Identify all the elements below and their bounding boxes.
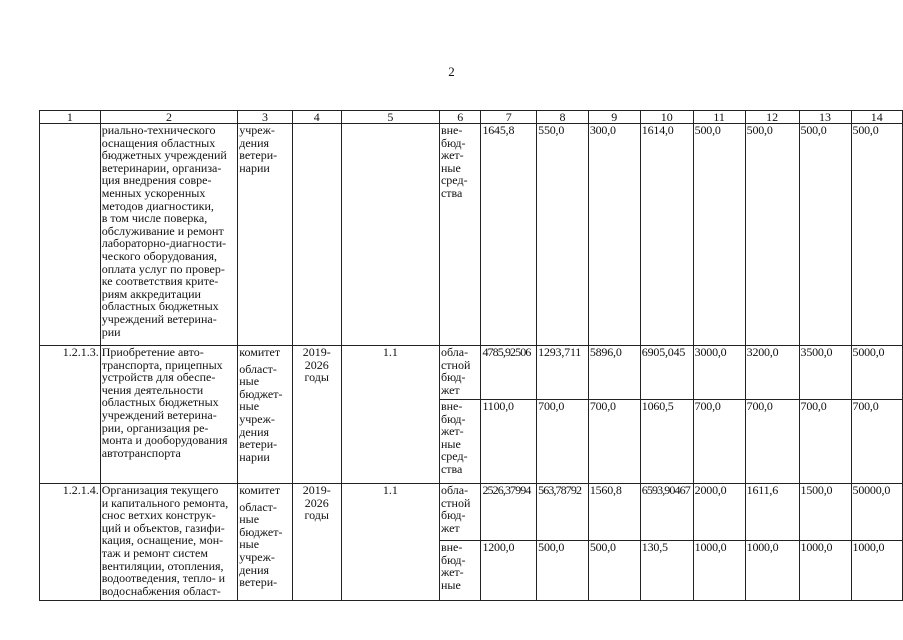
header-cell: 4: [292, 111, 341, 124]
cell-text-line: сред-: [440, 449, 468, 464]
item-number-cell: [40, 124, 101, 346]
period-cell: [292, 484, 341, 601]
value-cell: 1611,6: [745, 484, 799, 541]
cell-text-line: областных бюджетных: [101, 395, 219, 410]
item-number-cell: 1.2.1.3.: [40, 346, 101, 484]
cell-text-line: устройств для обеспе-: [101, 370, 216, 385]
cell-text-line: дения: [239, 562, 270, 577]
value-cell: 3500,0: [799, 346, 851, 400]
header-cell: 9: [588, 111, 640, 124]
value-cell: 700,0: [693, 400, 745, 484]
value-cell: 563,78792: [537, 484, 589, 541]
header-cell: 1: [40, 111, 101, 124]
value-cell: 700,0: [851, 400, 902, 484]
cell-text-line: лабораторно-диагности-: [101, 236, 227, 251]
cell-text-line: бюджетных учреждений: [101, 148, 227, 163]
cell-text-line: кация, оснащение, мон-: [101, 533, 224, 548]
value-cell: 300,0: [588, 124, 640, 346]
measure-description-cell: [100, 346, 238, 484]
cell-text-line: дения: [239, 424, 270, 439]
cell-text-line: вне-: [440, 123, 463, 137]
executor-cell: [238, 484, 293, 601]
cell-text-line: чения деятельности: [101, 382, 204, 397]
header-cell: 5: [341, 111, 439, 124]
cell-text-line: в том числе поверка,: [101, 211, 208, 226]
cell-text-line: бюд-: [440, 411, 466, 426]
cell-text-line: областных бюджетных: [101, 299, 219, 314]
value-cell: 1614,0: [640, 124, 693, 346]
header-cell: 10: [640, 111, 693, 124]
indicator-cell: [341, 124, 439, 346]
value-cell: 1645,8: [481, 124, 537, 346]
cell-text-line: оплата услуг по провер-: [101, 261, 225, 276]
header-cell: 14: [851, 111, 902, 124]
cell-text-line: ные: [239, 512, 260, 527]
cell-text-line: нарии: [239, 160, 270, 175]
value-cell: 6593,90467: [640, 484, 693, 541]
cell-text-line: учреждений ветерина-: [101, 311, 217, 326]
value-cell: 1000,0: [851, 541, 902, 601]
cell-text-line: 2026: [304, 357, 329, 372]
value-cell: 1000,0: [745, 541, 799, 601]
funding-source-cell: [439, 541, 480, 601]
cell-text-line: жет-: [440, 565, 464, 580]
value-cell: 4785,92506: [481, 346, 537, 400]
cell-text-line: ческого оборудования,: [101, 248, 218, 263]
value-cell: 550,0: [537, 124, 589, 346]
cell-text-line: бюджет-: [239, 524, 283, 539]
header-cell: 12: [745, 111, 799, 124]
cell-text-line: риям аккредитации: [101, 286, 201, 301]
measure-description-cell: [100, 124, 238, 346]
value-cell: 130,5: [640, 541, 693, 601]
value-cell: 500,0: [799, 124, 851, 346]
value-cell: 700,0: [588, 400, 640, 484]
cell-text-line: снос ветхих конструк-: [101, 508, 216, 523]
measure-description-cell: [100, 484, 238, 601]
cell-text-line: и капитального ремонта,: [101, 495, 229, 510]
cell-text-line: водоснабжения област-: [101, 583, 221, 598]
cell-text-line: обла-: [440, 345, 469, 359]
executor-cell: [238, 124, 293, 346]
cell-text-line: сред-: [440, 173, 468, 188]
cell-text-line: комитет: [239, 345, 281, 359]
cell-text-line: учреж-: [239, 549, 275, 564]
value-cell: 1200,0: [481, 541, 537, 601]
table-row: [40, 124, 903, 346]
header-cell: 6: [439, 111, 480, 124]
cell-text-line: транспорта, прицепных: [101, 357, 223, 372]
cell-text-line: методов диагностики,: [101, 198, 214, 213]
indicator-cell: 1.1: [341, 484, 439, 601]
value-cell: 1560,8: [588, 484, 640, 541]
period-cell: [292, 346, 341, 484]
value-cell: 700,0: [745, 400, 799, 484]
cell-text-line: ные: [239, 374, 260, 389]
cell-text-line: област-: [239, 499, 277, 514]
header-cell: 2: [100, 111, 238, 124]
cell-text-line: ке соответствия крите-: [101, 274, 219, 289]
value-cell: 5000,0: [851, 346, 902, 400]
indicator-cell: 1.1: [341, 346, 439, 484]
cell-text-line: учреж-: [239, 411, 275, 426]
cell-text-line: менных ускоренных: [101, 185, 206, 200]
cell-text-line: ства: [440, 461, 463, 476]
value-cell: 5896,0: [588, 346, 640, 400]
cell-text-line: ветери-: [239, 148, 278, 163]
cell-text-line: ные: [440, 160, 461, 175]
value-cell: 500,0: [693, 124, 745, 346]
table-row: [40, 346, 903, 400]
cell-text-line: бюд-: [440, 508, 466, 523]
cell-text-line: годы: [304, 370, 329, 385]
cell-text-line: жет-: [440, 148, 464, 163]
cell-text-line: 2026: [304, 495, 329, 510]
period-cell: [292, 124, 341, 346]
cell-text-line: дения: [239, 135, 270, 150]
cell-text-line: бюджет-: [239, 386, 283, 401]
value-cell: 500,0: [588, 541, 640, 601]
cell-text-line: Приобретение авто-: [101, 345, 204, 359]
value-cell: 3200,0: [745, 346, 799, 400]
cell-text-line: вне-: [440, 399, 463, 413]
table-row: [40, 484, 903, 541]
cell-text-line: обслуживание и ремонт: [101, 223, 224, 238]
value-cell: 1000,0: [693, 541, 745, 601]
value-cell: 700,0: [799, 400, 851, 484]
cell-text-line: стной: [440, 495, 471, 510]
funding-source-cell: [439, 400, 480, 484]
value-cell: 50000,0: [851, 484, 902, 541]
value-cell: 500,0: [537, 541, 589, 601]
cell-text-line: учреждений ветерина-: [101, 407, 217, 422]
cell-text-line: обла-: [440, 483, 469, 497]
cell-text-line: комитет: [239, 483, 281, 497]
cell-text-line: ветери-: [239, 437, 278, 452]
value-cell: 6905,045: [640, 346, 693, 400]
cell-text-line: учреж-: [239, 123, 275, 137]
cell-text-line: вне-: [440, 540, 463, 554]
cell-text-line: бюд-: [440, 370, 466, 385]
header-cell: 11: [693, 111, 745, 124]
value-cell: 1060,5: [640, 400, 693, 484]
cell-text-line: монта и дооборудования: [101, 433, 228, 448]
cell-text-line: ные: [440, 577, 461, 592]
cell-text-line: област-: [239, 361, 277, 376]
value-cell: 2000,0: [693, 484, 745, 541]
value-cell: 1293,711: [537, 346, 589, 400]
funding-source-cell: [439, 124, 480, 346]
value-cell: 1100,0: [481, 400, 537, 484]
cell-text-line: ветеринарии, организа-: [101, 160, 222, 175]
column-number-header: [40, 111, 903, 124]
cell-text-line: бюд-: [440, 552, 466, 567]
cell-text-line: автотранспорта: [101, 445, 181, 460]
page-number: 2: [448, 64, 455, 79]
cell-text-line: жет: [440, 382, 460, 397]
cell-text-line: рии, организация ре-: [101, 420, 209, 435]
funding-source-cell: [439, 346, 480, 400]
value-cell: 700,0: [537, 400, 589, 484]
cell-text-line: ные: [239, 537, 260, 552]
cell-text-line: ция внедрения совре-: [101, 173, 212, 188]
cell-text-line: жет-: [440, 424, 464, 439]
cell-text-line: жет: [440, 520, 460, 535]
cell-text-line: таж и ремонт систем: [101, 545, 208, 560]
header-cell: 8: [537, 111, 589, 124]
cell-text-line: годы: [304, 508, 329, 523]
value-cell: 2526,37994: [481, 484, 537, 541]
value-cell: 3000,0: [693, 346, 745, 400]
cell-text-line: вентиляции, отопления,: [101, 558, 224, 573]
header-cell: 7: [481, 111, 537, 124]
value-cell: 500,0: [851, 124, 902, 346]
cell-text-line: ные: [440, 436, 461, 451]
cell-text-line: Организация текущего: [101, 483, 219, 497]
program-table: [39, 110, 903, 601]
cell-text-line: ветери-: [239, 575, 278, 590]
cell-text-line: 2019-: [302, 345, 331, 359]
cell-text-line: ства: [440, 185, 463, 200]
value-cell: 1500,0: [799, 484, 851, 541]
value-cell: 500,0: [745, 124, 799, 346]
value-cell: 1000,0: [799, 541, 851, 601]
funding-source-cell: [439, 484, 480, 541]
cell-text-line: ные: [239, 399, 260, 414]
header-cell: 3: [238, 111, 293, 124]
item-number-cell: 1.2.1.4.: [40, 484, 101, 601]
cell-text-line: стной: [440, 357, 471, 372]
cell-text-line: нарии: [239, 449, 270, 464]
cell-text-line: ций и объектов, газифи-: [101, 520, 225, 535]
executor-cell: [238, 346, 293, 484]
cell-text-line: рии: [101, 324, 121, 339]
cell-text-line: бюд-: [440, 135, 466, 150]
cell-text-line: 2019-: [302, 483, 331, 497]
cell-text-line: оснащения областных: [101, 135, 216, 150]
cell-text-line: водоотведения, тепло- и: [101, 571, 226, 586]
cell-text-line: риально-технического: [101, 123, 216, 137]
header-cell: 13: [799, 111, 851, 124]
